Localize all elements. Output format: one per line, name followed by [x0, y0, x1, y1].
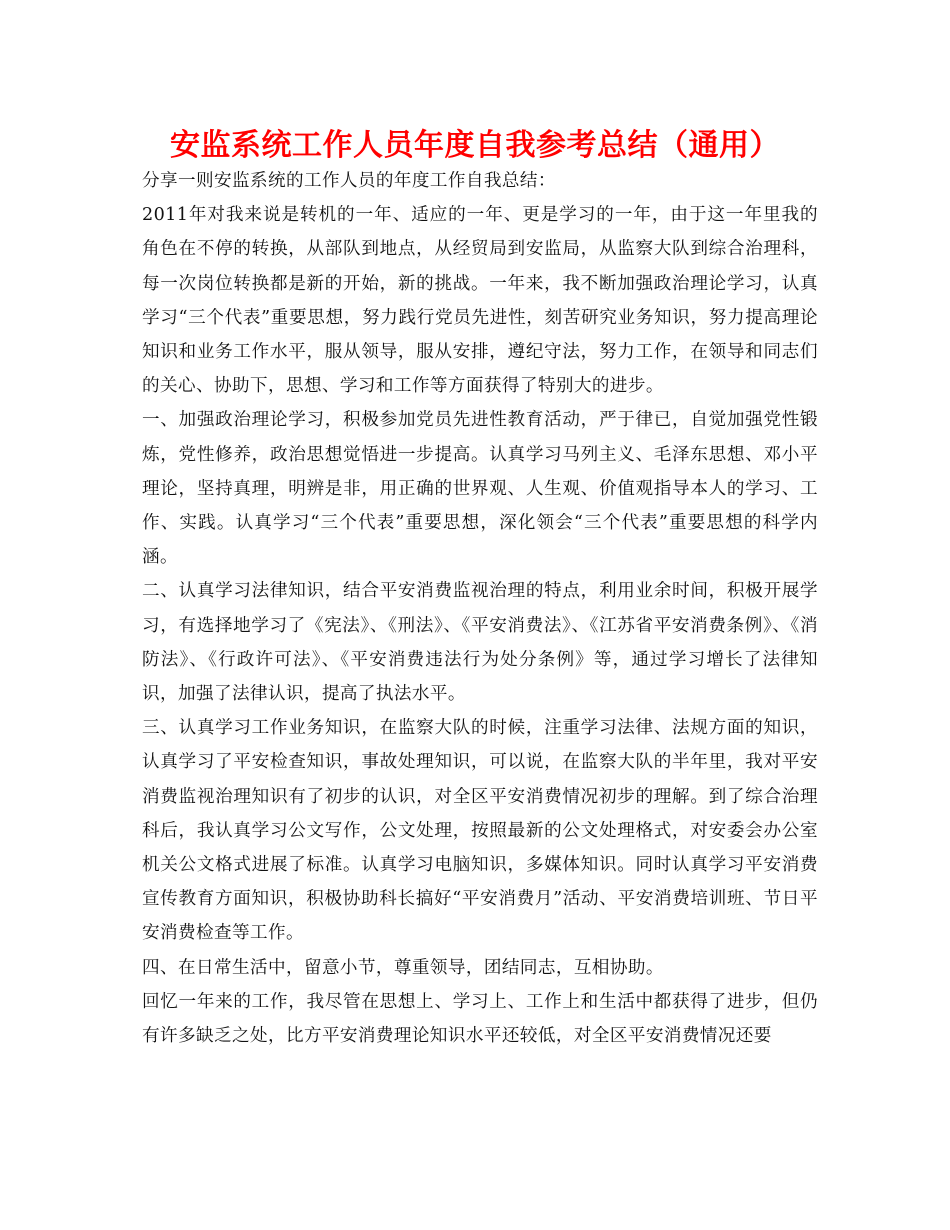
document-title: 安监系统工作人员年度自我参考总结（通用） [170, 128, 780, 163]
paragraph-section-2: 二、认真学习法律知识，结合平安消费监视治理的特点，利用业余时间，积极开展学习，有选择地学习了《宪法》、《刑法》、《平安消费法》、《江苏省平安消费条例》、《消防法》、《行政许可法》、《平安消费违法行为处分条例》等，通过学习增长了法律知识，加强了法律认识，提高了执法水平。 [142, 581, 818, 705]
paragraph-intro: 分享一则安监系统的工作人员的年度工作自我总结： [142, 171, 556, 191]
paragraph-section-3: 三、认真学习工作业务知识，在监察大队的时候，注重学习法律、法规方面的知识，认真学习了平安检查知识，事故处理知识，可以说，在监察大队的半年里，我对平安消费监视治理知识有了初步的认识，对全区平安消费情况初步的理解。到了综合治理科后，我认真学习公文写作，公文处理，按照最新的公文处理格式，对安委会办公室机关公文格式进展了标准。认真学习电脑知识，多媒体知识。同时认真学习平安消费宣传教育方面知识，积极协助科长搞好“平安消费月”活动、平安消费培训班、节日平安消费检查等工作。 [142, 718, 818, 944]
paragraph-overview: 2011年对我来说是转机的一年、适应的一年、更是学习的一年，由于这一年里我的角色在不停的转换，从部队到地点，从经贸局到安监局，从监察大队到综合治理科，每一次岗位转换都是新的开始，新的挑战。一年来，我不断加强政治理论学习，认真学习“三个代表”重要思想，努力践行党员先进性，刻苦研究业务知识，努力提高理论知识和业务工作水平，服从领导，服从安排，遵纪守法，努力工作，在领导和同志们的关心、协助下，思想、学习和工作等方面获得了特别大的进步。 [142, 205, 818, 397]
document-body [142, 164, 818, 1053]
paragraph-review: 回忆一年来的工作，我尽管在思想上、学习上、工作上和生活中都获得了进步，但仍有许多缺乏之处，比方平安消费理论知识水平还较低，对全区平安消费情况还要 [142, 991, 818, 1047]
paragraph-section-4: 四、在日常生活中，留意小节，尊重领导，团结同志，互相协助。 [142, 957, 664, 978]
paragraph-section-1: 一、加强政治理论学习，积极参加党员先进性教育活动，严于律已，自觉加强党性锻炼，党性修养，政治思想觉悟进一步提高。认真学习马列主义、毛泽东思想、邓小平理论，坚持真理，明辨是非，用正确的世界观、人生观、价值观指导本人的学习、工作、实践。认真学习“三个代表”重要思想，深化领会“三个代表”重要思想的科学内涵。 [142, 410, 818, 568]
